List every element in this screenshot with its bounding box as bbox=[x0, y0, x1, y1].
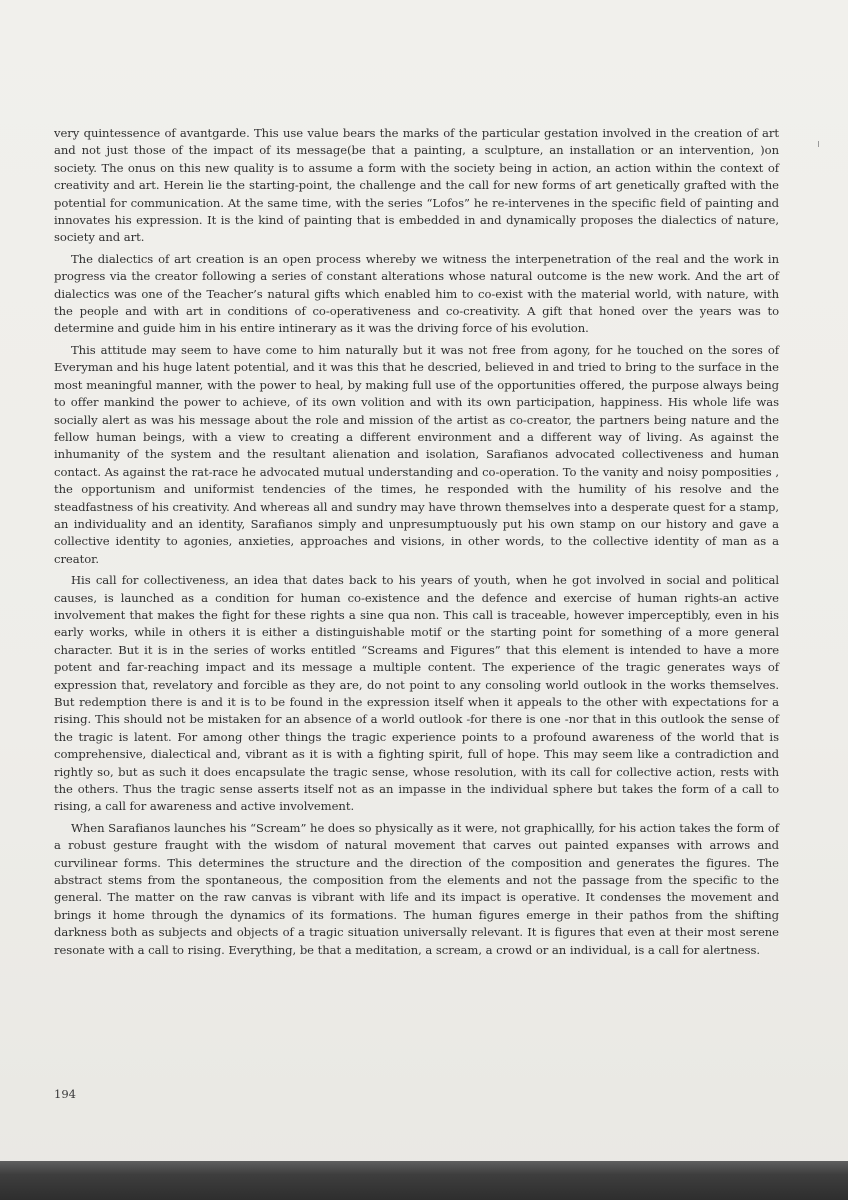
paragraph-5: When Sarafianos launches his “Scream” he does so physically as it were, not graphicallly, for his action takes the form of a robust gesture fraught with the wisdom of natural movement that carves out painted expanses with arrows and curvilinear forms. This determines the structure and the direction of the composition and generates the figures. The abstract stems from the spontaneous, the composition from the elements and not the passage from the specific to the general. The matter on the raw canvas is vibrant with life and its impact is operative. It condenses the movement and brings it home through the dynamics of its formations. The human figures emerge in their pathos from the shifting darkness both as subjects and objects of a tragic situation universally relevant. It is figures that even at their most serene resonate with a call to rising. Everything, be that a meditation, a scream, a crowd or an individual, is a call for alertness. bbox=[54, 820, 779, 957]
page-number: 194 bbox=[54, 1087, 76, 1101]
paragraph-3: This attitude may seem to have come to him naturally but it was not free from agony, for he touched on the sores of Everyman and his huge latent potential, and it was this that he descried, believed in and tried to bring to the surface in the most meaningful manner, with the power to heal, by making full use of the opportunities offered, the purpose always being to offer mankind the power to achieve, of its own volition and with its own participation, happiness. His whole life was socially alert as was his message about the role and mission of the artist as co-creator, the partners being nature and the fellow human beings, with a view to creating a different environment and a different way of living. As against the inhumanity of the system and the resultant alienation and isolation, Sarafianos advocated collectiveness and human contact. As against the rat-race he advocated mutual understanding and co-operation. To the vanity and noisy pomposities , the opportunism and uniformist tendencies of the times, he responded with the humility of his resolve and the steadfastness of his creativity. And whereas all and sundry may have thrown themselves into a desperate quest for a stamp, an individuality and an identity, Sarafianos simply and unpresumptuously put his own stamp on our history and gave a collective identity to agonies, anxieties, approaches and visions, in other words, to the collective identity of man as a creator. bbox=[54, 342, 779, 566]
body-text bbox=[54, 125, 779, 963]
paragraph-2: The dialectics of art creation is an open process whereby we witness the interpenetration of the real and the work in progress via the creator following a series of constant alterations whose natural outcome is the new work. And the art of dialectics was one of the Teacher’s natural gifts which enabled him to co-exist with the material world, with nature, with the people and with art in conditions of co-operativeness and co-creativity. A gift that honed over the years was to determine and guide him in his entire intinerary as it was the driving force of his evolution. bbox=[54, 251, 779, 336]
paragraph-4: His call for collectiveness, an idea that dates back to his years of youth, when he got involved in social and political causes, is launched as a condition for human co-existence and the defence and exercise of human rights-an active involvement that makes the fight for these rights a sine qua non. This call is traceable, however imperceptibly, even in his early works, while in others it is either a distinguishable motif or the starting point for something of a more general character. But it is in the series of works entitled “Screams and Figures” that this element is intended to have a more potent and far-reaching impact and its message a multiple content. The experience of the tragic generates ways of expression that, revelatory and forcible as they are, do not point to any consoling world outlook in the works themselves. But redemption there is and it is to be found in the expression itself when it appeals to the other with expectations for a rising. This should not be mistaken for an absence of a world outlook -for there is one -nor that in this outlook the sense of the tragic is latent. For among other things the tragic experience points to a profound awareness of the world that is comprehensive, dialectical and, vibrant as it is with a fighting spirit, full of hope. This may seem like a contradiction and rightly so, but as such it does encapsulate the tragic sense, whose resolution, with its call for collective action, rests with the others. Thus the tragic sense asserts itself not as an impasse in the individual sphere but takes the form of a call to rising, a call for awareness and active involvement. bbox=[54, 573, 779, 814]
scan-artifact bbox=[818, 141, 819, 147]
scanner-edge-shadow bbox=[0, 1161, 848, 1200]
paragraph-1: very quintessence of avantgarde. This use value bears the marks of the particular gestation involved in the creation of art and not just those of the impact of its message(be that a painting, a sculpture, an installation or an intervention, )on society. The onus on this new quality is to assume a form with the society being in action, an action within the context of creativity and art. Herein lie the starting-point, the challenge and the call for new forms of art genetically grafted with the potential for communication. At the same time, with the series “Lofos” he re-intervenes in the specific field of painting and innovates his expression. It is the kind of painting that is embedded in and dynamically proposes the dialectics of nature, society and art. bbox=[54, 126, 779, 245]
